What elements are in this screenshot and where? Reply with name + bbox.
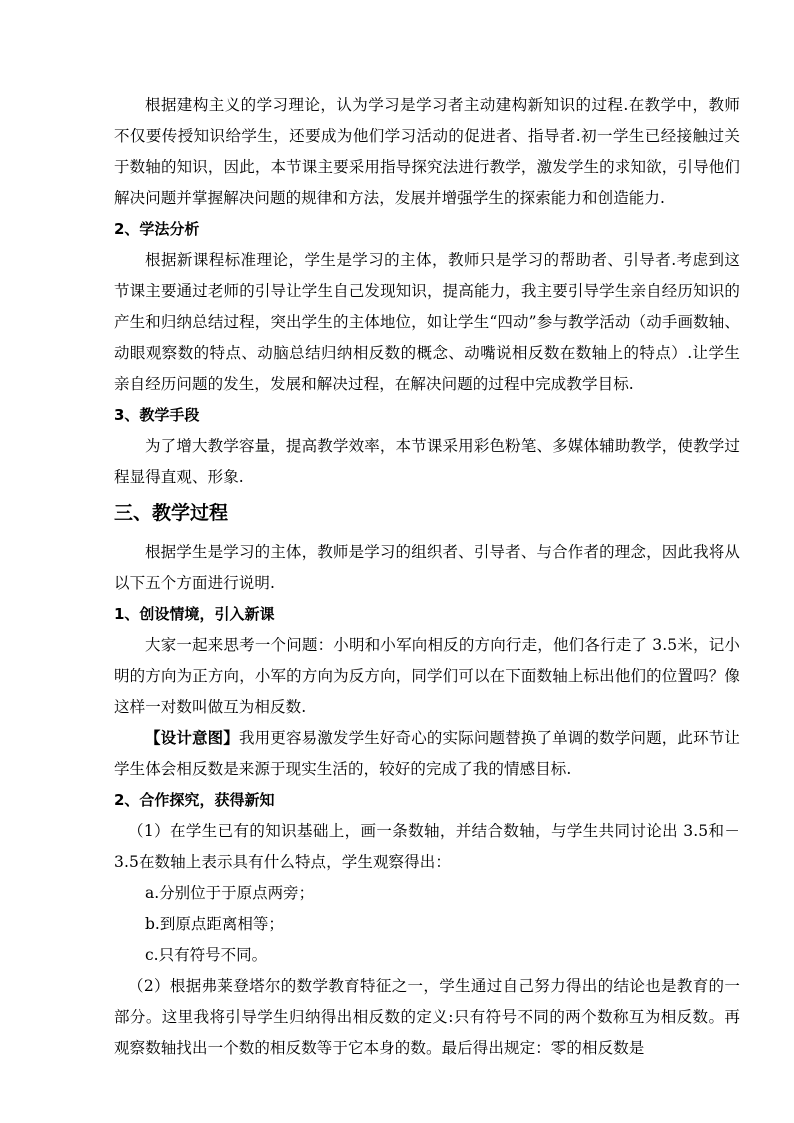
section-title-teaching-process: 三、教学过程 <box>114 502 229 524</box>
paragraph-exploration-2: （2）根据弗莱登塔尔的数学教育特征之一，学生通过自己努力得出的结论也是教育的一部分。这里我将引导学生归纳得出相反数的定义:只有符号不同的两个数称互为相反数。再观察数轴找出一个数的相反数等于它本身的数。最后得出规定：零的相反数是 <box>114 977 740 1057</box>
list-item-c: c.只有符号不同。 <box>145 946 268 964</box>
heading-cooperative-exploration: 2、合作探究，获得新知 <box>114 791 275 809</box>
heading-create-situation: 1、创设情境，引入新课 <box>114 605 275 623</box>
paragraph-teaching-means: 为了增大教学容量，提高教学效率，本节课采用彩色粉笔、多媒体辅助教学，使教学过程显得直观、形象. <box>114 437 740 486</box>
list-item-b: b.到原点距离相等； <box>145 915 284 933</box>
paragraph-exploration-1: （1）在学生已有的知识基础上，画一条数轴，并结合数轴，与学生共同讨论出 3.5和－3.5在数轴上表示具有什么特点，学生观察得出： <box>114 822 740 871</box>
list-item-a: a.分别位于于原点两旁； <box>145 884 315 902</box>
heading-learning-method: 2、学法分析 <box>114 220 200 238</box>
paragraph-teaching-method: 根据建构主义的学习理论，认为学习是学习者主动建构新知识的过程.在教学中，教师不仅要传授知识给学生，还要成为他们学习活动的促进者、指导者.初一学生已经接触过关于数轴的知识，因此，本节课主要采用指导探究法进行教学，激发学生的求知欲，引导他们解决问题并掌握解决问题的规律和方法，发展并增强学生的探索能力和创造能力. <box>114 96 740 207</box>
design-intent-text: 我用更容易激发学生好奇心的实际问题替换了单调的数学问题，此环节让学生体会相反数是来源于现实生活的，较好的完成了我的情感目标. <box>114 729 741 778</box>
paragraph-situation-question: 大家一起来思考一个问题：小明和小军向相反的方向行走，他们各行走了 3.5米，记小明的方向为正方向，小军的方向为反方向，同学们可以在下面数轴上标出他们的位置吗？像这样一对数叫做互为相反数. <box>114 636 740 716</box>
paragraph-design-intent <box>114 723 740 785</box>
document-body <box>114 90 740 1064</box>
paragraph-process-intro: 根据学生是学习的主体，教师是学习的组织者、引导者、与合作者的理念，因此我将从以下五个方面进行说明. <box>114 543 740 592</box>
paragraph-learning-method: 根据新课程标准理论，学生是学习的主体，教师只是学习的帮助者、引导者.考虑到这节课主要通过老师的引导让学生自己发现知识，提高能力，我主要引导学生亲自经历知识的产生和归纳总结过程，突出学生的主体地位，如让学生“四动”参与教学活动（动手画数轴、动眼观察数的特点、动脑总结归纳相反数的概念、动嘴说相反数在数轴上的特点）.让学生亲自经历问题的发生，发展和解决过程，在解决问题的过程中完成教学目标. <box>114 251 740 393</box>
design-intent-tag: 【设计意图】 <box>145 729 239 747</box>
heading-teaching-means: 3、教学手段 <box>114 406 200 424</box>
